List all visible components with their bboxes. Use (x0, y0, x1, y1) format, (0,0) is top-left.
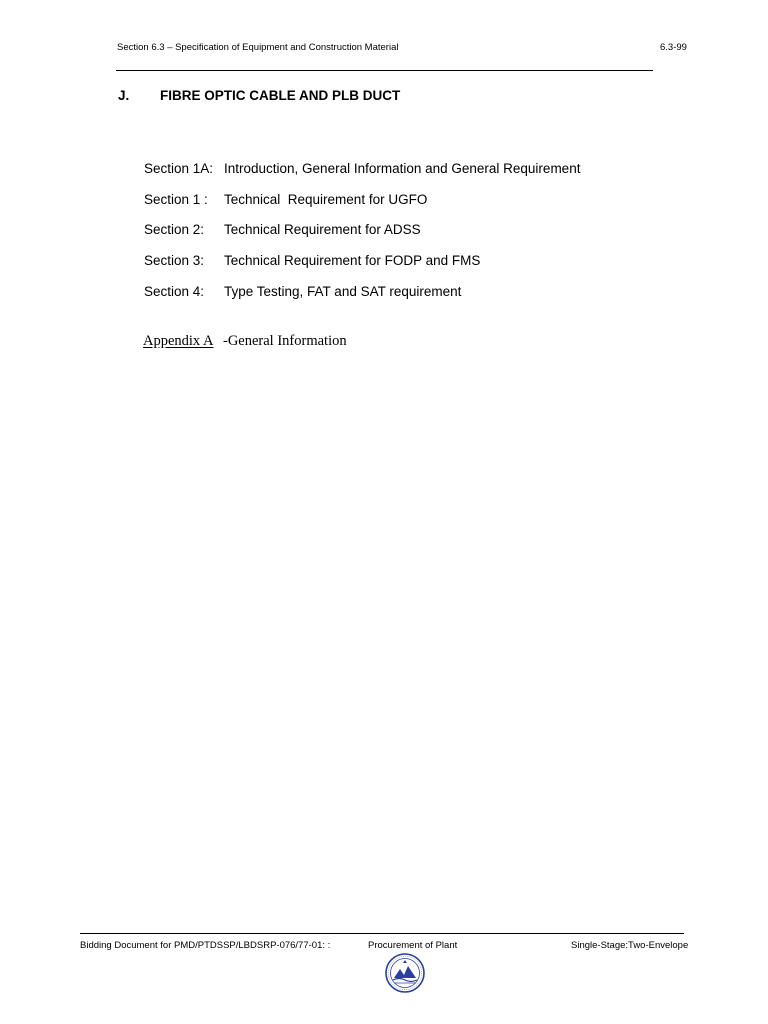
header-divider (116, 70, 653, 71)
header-page-number: 6.3-99 (660, 42, 687, 53)
part-number: J. (118, 88, 130, 103)
appendix-entry (143, 333, 347, 350)
toc-item-text: Technical Requirement for UGFO (224, 192, 428, 207)
toc-item-label: Section 2: (144, 222, 205, 237)
toc-item-label: Section 4: (144, 284, 205, 299)
footer-document-reference: Bidding Document for PMD/PTDSSP/LBDSRP-076/77-01: : (80, 940, 331, 951)
footer-procurement-type: Procurement of Plant (368, 940, 458, 951)
toc-item-text: Technical Requirement for ADSS (224, 222, 421, 237)
toc-item-label: Section 1 : (144, 192, 208, 207)
toc-item-label: Section 1A: (144, 161, 214, 176)
toc-item-text: Type Testing, FAT and SAT requirement (224, 284, 462, 299)
organization-seal-logo (385, 953, 425, 993)
toc-item-text: Technical Requirement for FODP and FMS (224, 253, 481, 268)
part-title: FIBRE OPTIC CABLE AND PLB DUCT (160, 88, 401, 103)
toc-item-label: Section 3: (144, 253, 205, 268)
appendix-text: -General Information (223, 333, 347, 349)
appendix-label: Appendix A (143, 333, 214, 349)
header-section-title: Section 6.3 – Specification of Equipment and Construction Material (117, 42, 399, 53)
footer-divider (80, 933, 684, 934)
toc-item-text: Introduction, General Information and General Requirement (224, 161, 581, 176)
footer-bidding-procedure: Single-Stage:Two-Envelope (571, 940, 689, 951)
